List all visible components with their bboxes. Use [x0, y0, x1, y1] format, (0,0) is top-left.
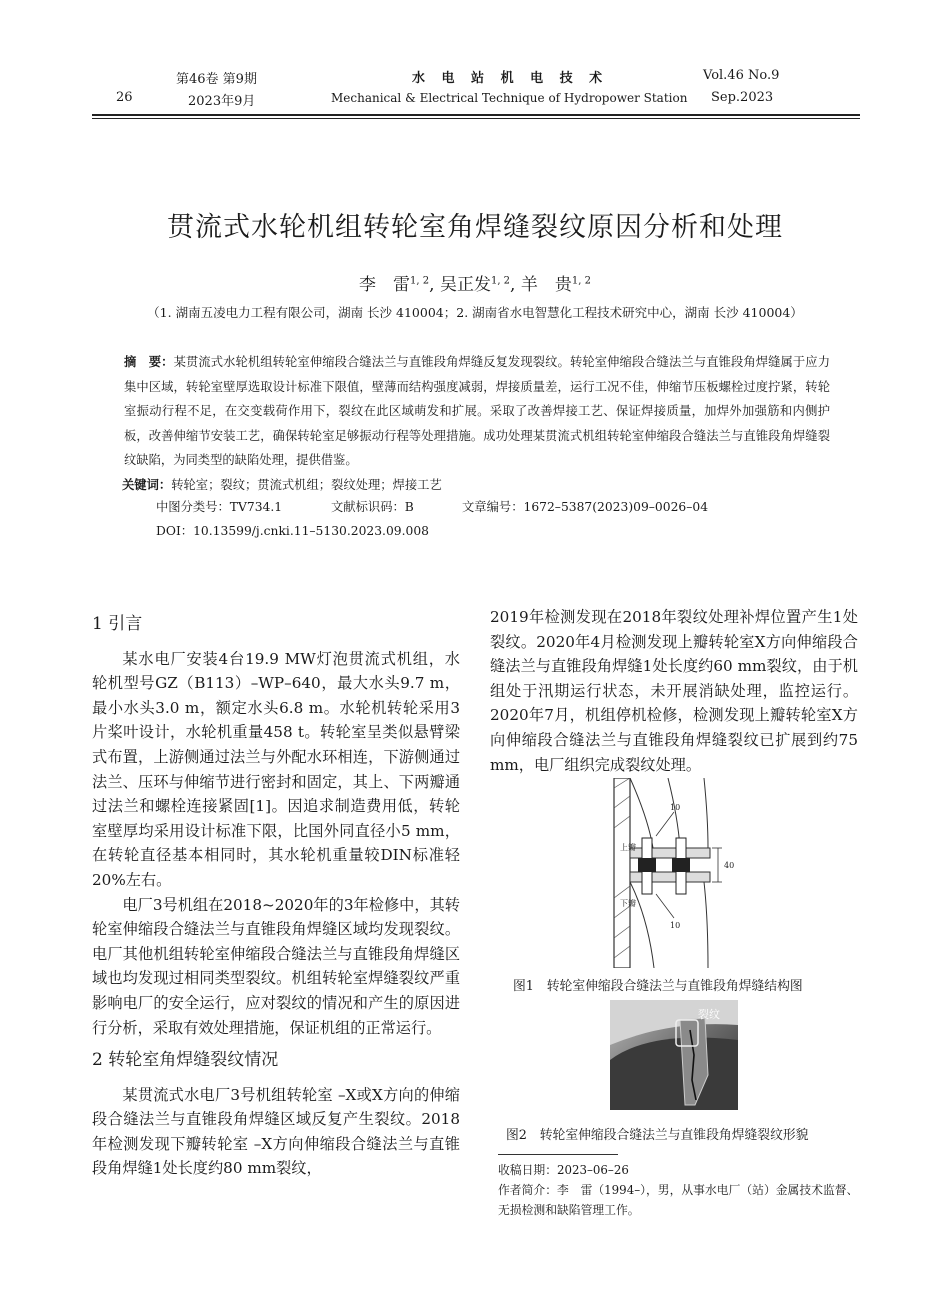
- fig1-dimension: 40: [724, 861, 735, 870]
- abstract: [124, 350, 830, 497]
- paragraph: 某水电厂安装4台19.9 MW灯泡贯流式机组，水轮机型号GZ（B113）–WP–640，最大水头9.7 m，最小水头3.0 m，额定水头6.8 m。水轮机转轮采用3片桨叶设计，水轮机重量458 t。转轮室呈类似悬臂梁式布置，上游侧通过法兰与外配水环相连，下游侧通过法兰、压环与伸缩节进行密封和固定，其上、下两瓣通过法兰和螺栓连接紧固[1]。因追求制造费用低，转轮室壁厚均采用设计标准下限，比国外同直径小5 mm，在转轮直径基本相同时，其水轮机重量较DIN标准轻20%左右。: [92, 649, 460, 889]
- article-no-label: 文章编号：: [462, 500, 524, 514]
- footnote: [498, 1160, 860, 1220]
- footnote-rule: [498, 1154, 618, 1155]
- fig2-crack-label: 裂纹: [698, 1008, 720, 1021]
- author-sup: 1, 2: [410, 275, 430, 287]
- author-bio: 作者简介：李 雷（1994–），男，从事水电厂（站）金属技术监督、无损检测和缺陷管理工作。: [498, 1183, 859, 1217]
- journal-title-cn: 水 电 站 机 电 技 术: [412, 71, 609, 86]
- paragraph: 电厂3号机组在2018~2020年的3年检修中，其转轮室伸缩段合缝法兰与直锥段角焊缝区域均发现裂纹。电厂其他机组转轮室伸缩段合缝法兰与直锥段角焊缝区域也均发现过相同类型裂纹。机组转轮室焊缝裂纹严重影响电厂的安全运行，应对裂纹的情况和产生的原因进行分析，采取有效处理措施，保证机组的正常运行。: [92, 895, 460, 1037]
- page-number: 26: [116, 90, 133, 105]
- doi-label: DOI：: [156, 524, 194, 538]
- section-1-heading: 1 引言: [92, 614, 143, 634]
- author-name: 李 雷: [359, 275, 411, 295]
- left-column: [92, 612, 460, 1181]
- doc-code-value: B: [404, 500, 414, 514]
- fig1-label-upper: 上瓣: [620, 843, 636, 852]
- figure-1-structure-drawing: [608, 778, 758, 968]
- fig1-weld-label: 10: [670, 921, 681, 930]
- doc-code-label: 文献标识码：: [331, 500, 405, 514]
- keywords-text: 转轮室；裂纹；贯流式机组；裂纹处理；焊接工艺: [171, 477, 442, 492]
- date-en: Sep.2023: [711, 90, 774, 105]
- volume-issue: 第46卷 第9期: [176, 72, 257, 87]
- author-sup: 1, 2: [571, 275, 591, 287]
- date-cn: 2023年9月: [188, 94, 256, 109]
- fig1-weld-label: 10: [670, 803, 681, 812]
- paragraph: 2019年检测发现在2018年裂纹处理补焊位置产生1处裂纹。2020年4月检测发现上瓣转轮室X方向伸缩段合缝法兰与直锥段角焊缝1处长度约60 mm裂纹，由于机组处于汛期运行状态，未开展消缺处理，监控运行。2020年7月，机组停机检修，检测发现上瓣转轮室X方向伸缩段合缝法兰与直锥段角焊缝裂纹已扩展到约75 mm，电厂组织完成裂纹处理。: [490, 608, 858, 774]
- abstract-label: 摘 要：: [124, 354, 174, 369]
- figure-2-crack-photo: [610, 1000, 738, 1110]
- affiliation: （1. 湖南五凌电力工程有限公司，湖南 长沙 410004；2. 湖南省水电智慧化工程技术研究中心，湖南 长沙 410004）: [147, 305, 803, 320]
- section-2-heading: 2 转轮室角焊缝裂纹情况: [92, 1050, 279, 1071]
- keywords-label: 关键词：: [122, 476, 172, 492]
- fig1-label-lower: 下瓣: [620, 899, 636, 908]
- article-number: [462, 497, 708, 515]
- author-name: 吴正发: [439, 275, 491, 295]
- paragraph: 某贯流式水电厂3号机组转轮室 –X或X方向的伸缩段合缝法兰与直锥段角焊缝区域反复产生裂纹。2018年检测发现下瓣转轮室 –X方向伸缩段合缝法兰与直锥段角焊缝1处长度约80 mm裂纹，: [92, 1085, 460, 1178]
- figure-1-caption: 图1 转轮室伸缩段合缝法兰与直锥段角焊缝结构图: [513, 979, 803, 994]
- journal-title-en: Mechanical & Electrical Technique of Hydropower Station: [331, 91, 688, 105]
- clc-label: 中图分类号：: [156, 500, 230, 514]
- clc-number: [156, 497, 282, 515]
- article-no-value: 1672–5387(2023)09–0026–04: [523, 500, 709, 514]
- author-list: 李 雷$^{1, 2}$, 吴正发$^{1, 2}$, 羊 贵$^{1, 2}$: [359, 275, 591, 295]
- volume-en: Vol.46 No.9: [703, 68, 780, 83]
- article-title: 贯流式水轮机组转轮室角焊缝裂纹原因分析和处理: [167, 212, 783, 243]
- received-date: 收稿日期：2023–06–26: [498, 1163, 629, 1177]
- author-name: 羊 贵: [520, 275, 572, 295]
- document-code: [331, 497, 414, 515]
- doi: [156, 521, 429, 539]
- author-sup: 1, 2: [490, 275, 511, 287]
- abstract-text: 某贯流式水轮机组转轮室伸缩段合缝法兰与直锥段角焊缝反复发现裂纹。转轮室伸缩段合缝法兰与直锥段角焊缝属于应力集中区域，转轮室壁厚选取设计标准下限值，壁薄而结构强度减弱，焊接质量差，运行工况不佳，伸缩节压板螺栓过度拧紧，转轮室振动行程不足，在交变载荷作用下，裂纹在此区域萌发和扩展。采取了改善焊接工艺、保证焊接质量，加焊外加强筋和内侧护板，改善伸缩节安装工艺，确保转轮室足够振动行程等处理措施。成功处理某贯流式机组转轮室伸缩段合缝法兰与直锥段角焊缝裂纹缺陷，为同类型的缺陷处理，提供借鉴。: [124, 355, 830, 467]
- right-column: [490, 605, 858, 777]
- doi-value: 10.13599/j.cnki.11–5130.2023.09.008: [193, 524, 429, 538]
- clc-value: TV734.1: [229, 500, 283, 514]
- header-rule-thick: [92, 114, 860, 116]
- header-rule-thin: [92, 118, 860, 119]
- figure-2-caption: 图2 转轮室伸缩段合缝法兰与直锥段角焊缝裂纹形貌: [506, 1128, 809, 1143]
